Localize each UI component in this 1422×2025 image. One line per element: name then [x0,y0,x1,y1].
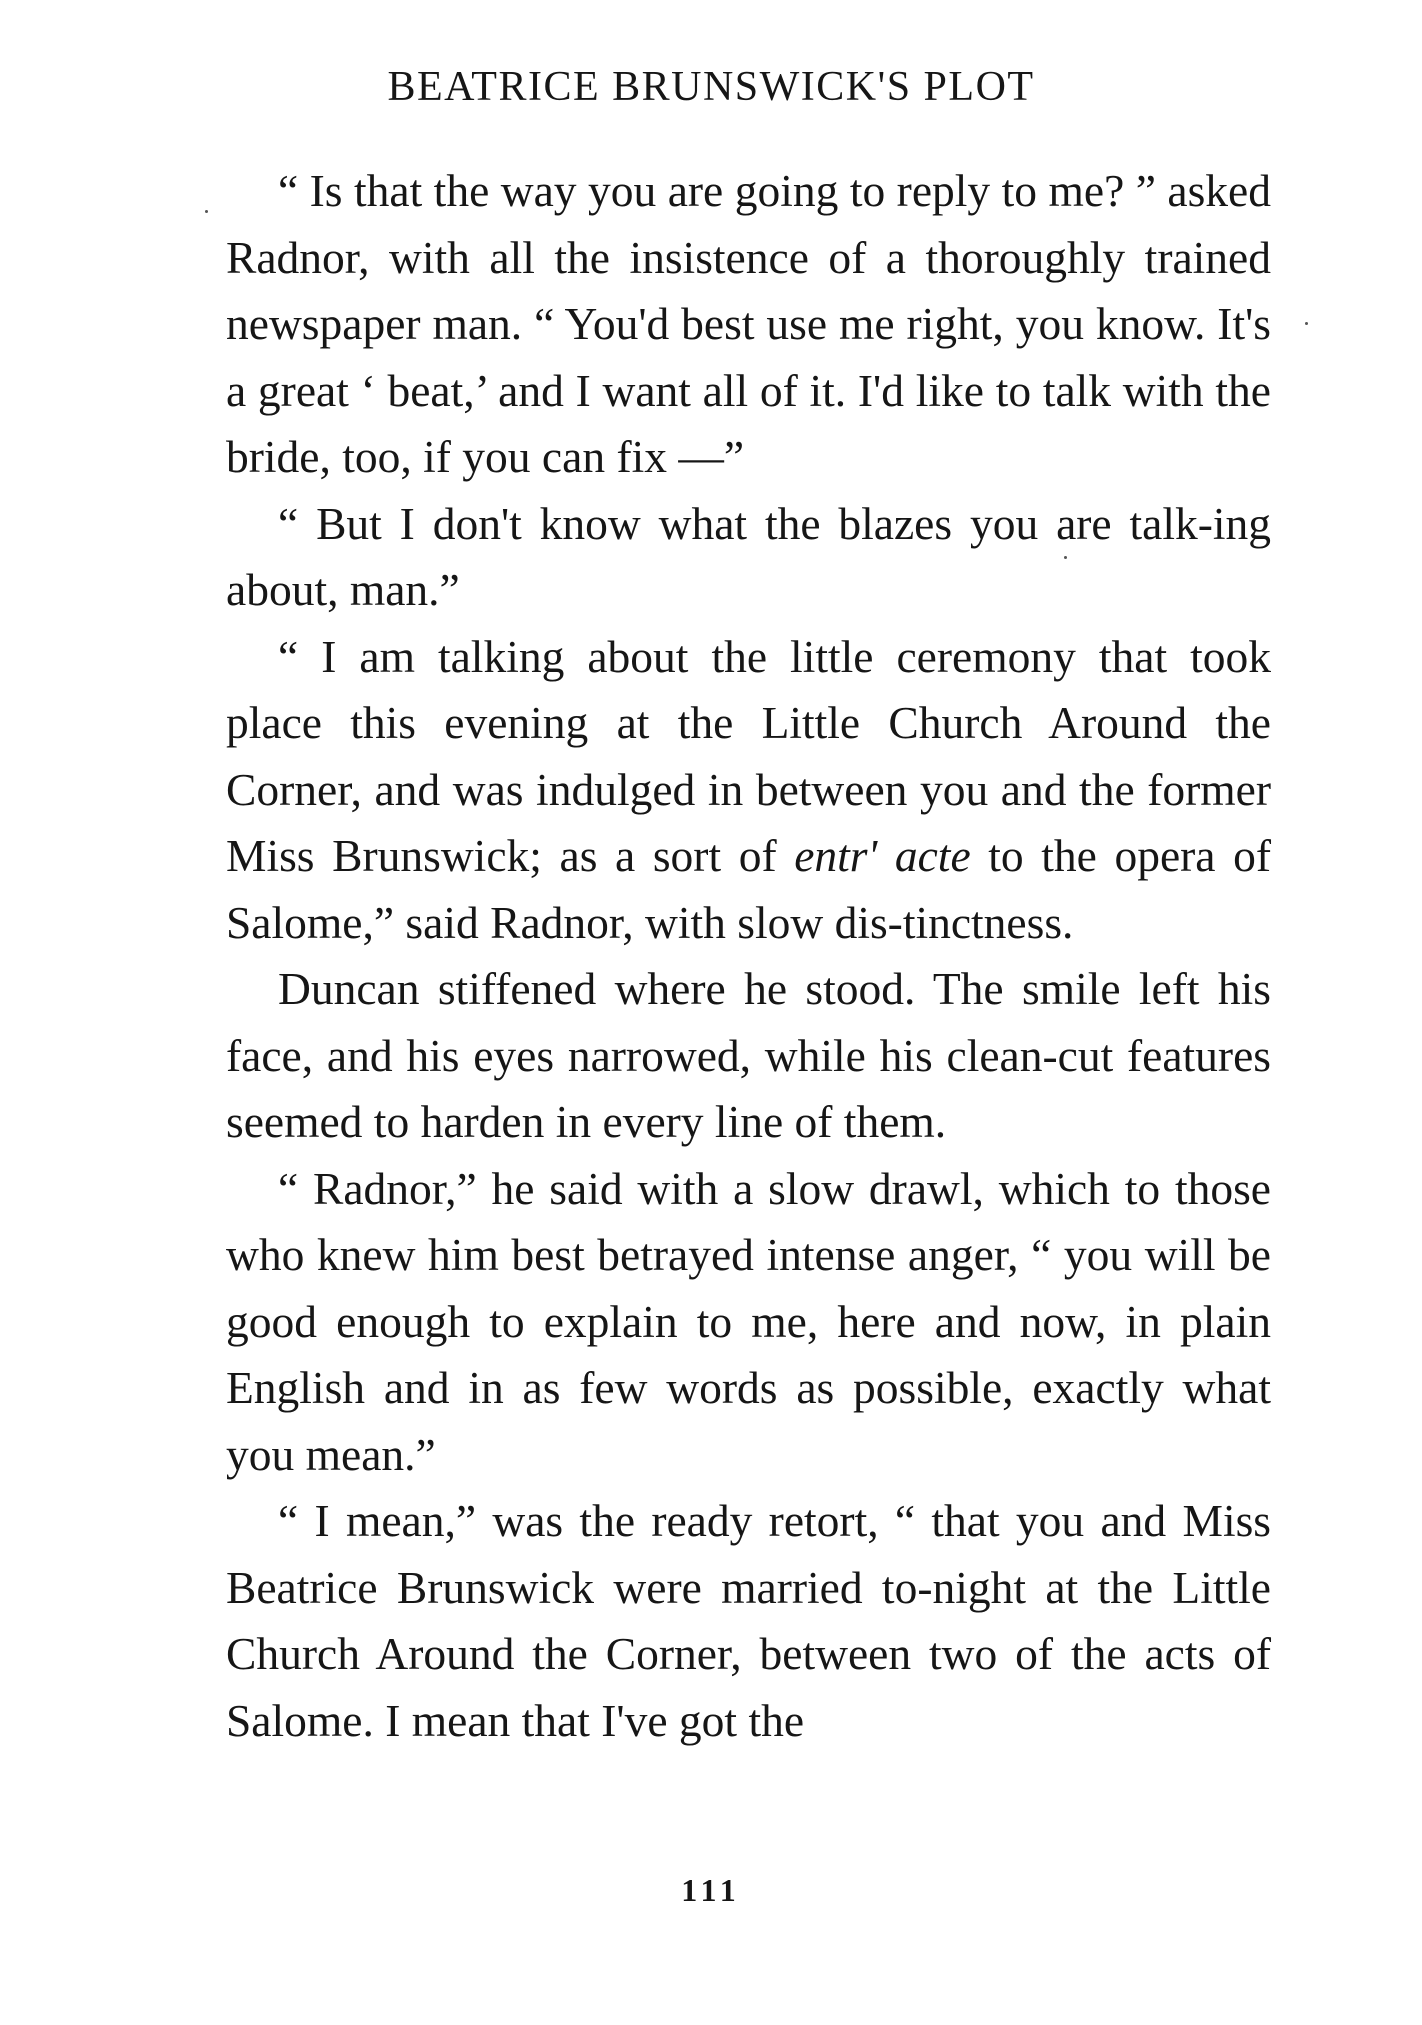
scan-speck [1305,322,1308,325]
scan-speck [205,210,208,213]
paragraph-3-italic: entr' acte [794,830,971,881]
paragraph-3-after: to the opera of Salome,” said Radnor, with slow dis-tinctness. [226,830,1271,948]
paragraph-3-before: “ I am talking about the little ceremony that took place this evening at the Little Church Around the Corner, and was indulged in between you and the former Miss Brunswick; as a sort of [226,630,1271,881]
page-number: 111 [681,1872,741,1908]
paragraph-3 [226,624,1271,957]
scan-speck [1064,556,1067,559]
running-head: BEATRICE BRUNSWICK'S PLOT [387,64,1035,110]
paragraph-4: Duncan stiffened where he stood. The smile left his face, and his eyes narrowed, while his clean-cut features seemed to harden in every line of them. [226,963,1271,1147]
paragraph-1: “ Is that the way you are going to reply to me? ” asked Radnor, with all the insistence of a thoroughly trained newspaper man. “ You'd best use me right, you know. It's a great ‘ beat,’ and I want all of it. I'd like to talk with the bride, too, if you can fix —” [226,165,1271,482]
paragraph-6: “ I mean,” was the ready retort, “ that you and Miss Beatrice Brunswick were married to-night at the Little Church Around the Corner, between two of the acts of Salome. I mean that I've got the [226,1495,1271,1746]
body-text [226,158,1271,1754]
paragraph-5: “ Radnor,” he said with a slow drawl, which to those who knew him best betrayed intense anger, “ you will be good enough to explain to me, here and now, in plain English and in as few words as possible, exactly what you mean.” [226,1162,1271,1480]
paragraph-2: “ But I don't know what the blazes you are talk-ing about, man.” [226,497,1271,615]
